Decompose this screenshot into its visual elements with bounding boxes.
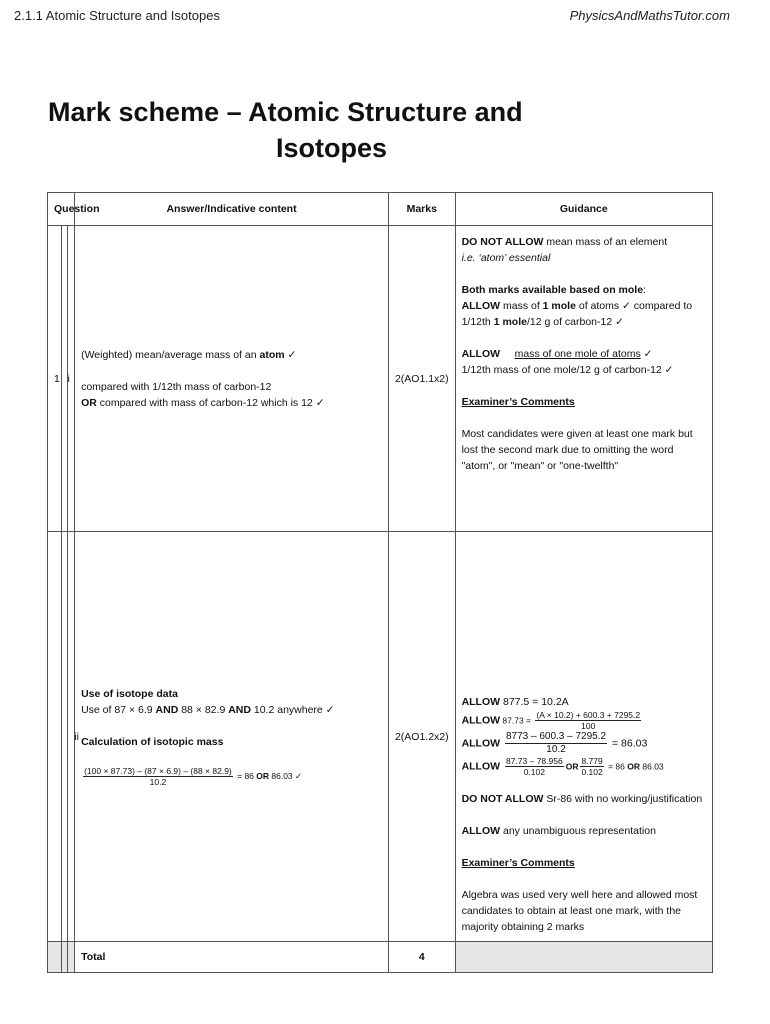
guidance-paragraph — [462, 791, 706, 807]
fraction-denominator: 0.102 — [523, 767, 545, 777]
fraction-numerator: 8773 – 600.3 – 7295.2 — [505, 731, 607, 742]
guidance-text: = 86.03 — [609, 737, 648, 750]
answer-keyword: AND — [155, 704, 179, 716]
question-number — [48, 532, 62, 942]
header-question: Question — [48, 193, 75, 226]
fraction-numerator: (100 × 87.73) – (87 × 6.9) – (88 × 82.9) — [84, 766, 232, 776]
guidance-keyword: ALLOW — [461, 825, 501, 837]
guidance-text: compared to 1/12th — [461, 300, 693, 328]
answer-keyword: AND — [228, 704, 251, 716]
guidance-keyword: 1 mole — [493, 316, 527, 328]
answer-line — [81, 702, 382, 718]
guidance-heading: Examiner’s Comments — [461, 857, 575, 869]
guidance-heading: Examiner’s Comments — [461, 396, 575, 408]
fraction-numerator: 8.779 — [581, 756, 603, 766]
header-marks: Marks — [388, 193, 455, 226]
answer-text: 10.2 anywhere ✓ — [250, 704, 335, 716]
examiner-comments-heading — [462, 394, 706, 410]
total-filler — [61, 942, 68, 973]
guidance-keyword: ALLOW — [461, 348, 501, 360]
guidance-text: : — [643, 284, 646, 296]
guidance-text: 1/12th mass of one mole/12 g of carbon-12 ✓ — [461, 364, 674, 376]
guidance-keyword: ALLOW — [461, 714, 501, 727]
answer-text: (Weighted) mean/average mass of an — [81, 348, 260, 361]
guidance-underlined: mass of one mole of atoms — [514, 348, 641, 360]
guidance-fraction — [505, 731, 607, 756]
guidance-keyword: ALLOW — [461, 737, 501, 750]
fraction-denominator: 10.2 — [546, 744, 566, 755]
guidance-text: of atoms ✓ — [575, 300, 631, 312]
question-part: i — [61, 226, 68, 532]
marks-cell-1ii: 2(AO1.2x2) — [388, 532, 455, 942]
guidance-note: i.e. ‘atom’ essential — [461, 252, 551, 264]
guidance-keyword: ALLOW — [461, 300, 501, 312]
table-total-row — [48, 942, 713, 973]
guidance-paragraph — [462, 823, 706, 839]
total-filler — [48, 942, 62, 973]
table-row-1i — [48, 226, 713, 532]
answer-heading: Calculation of isotopic mass — [81, 736, 224, 748]
examiner-comments-heading — [462, 855, 706, 871]
guidance-keyword: 1 mole — [542, 300, 576, 312]
tick-mark: ✓ — [640, 348, 653, 360]
guidance-paragraph — [462, 694, 706, 777]
total-label: Total — [75, 942, 389, 973]
guidance-text: Sr-86 with no working/justification — [543, 793, 703, 805]
guidance-paragraph — [462, 234, 706, 266]
answer-cell-1ii — [75, 532, 389, 942]
calculation-text: = 86 — [234, 770, 257, 781]
fraction-numerator: 87.73 – 78.956 — [505, 756, 563, 766]
answer-keyword: OR — [256, 770, 270, 781]
fraction-denominator: 0.102 — [581, 767, 603, 777]
guidance-keyword: OR — [565, 761, 579, 772]
answer-text: Use of 87 × 6.9 — [81, 704, 156, 716]
question-part — [61, 532, 68, 942]
fraction-numerator: (A × 10.2) + 600.3 + 7295.2 — [536, 710, 641, 720]
guidance-text: 877.5 = 10.2A — [500, 696, 569, 708]
guidance-keyword: ALLOW — [461, 696, 501, 708]
running-header-title: 2.1.1 Atomic Structure and Isotopes — [14, 8, 220, 23]
page-title-line-2: Isotopes — [276, 133, 388, 163]
answer-line: compared with 1/12th mass of carbon-12 — [81, 380, 272, 393]
total-filler — [455, 942, 712, 973]
guidance-fraction — [580, 756, 603, 777]
calculation-fraction — [83, 766, 233, 787]
guidance-fraction — [535, 710, 641, 731]
guidance-paragraph — [462, 346, 706, 378]
guidance-keyword: DO NOT ALLOW — [461, 793, 544, 805]
guidance-cell-1i — [455, 226, 712, 532]
total-filler — [68, 942, 75, 973]
header-answer: Answer/Indicative content — [75, 193, 389, 226]
examiner-comments-text: Algebra was used very well here and allowed most candidates to obtain at least one mark, with the majority obtaining 2 marks — [461, 889, 698, 933]
answer-line — [81, 347, 382, 363]
question-number: 1 — [48, 226, 62, 532]
answer-heading: Use of isotope data — [81, 688, 178, 700]
guidance-text: 86.03 — [640, 761, 664, 772]
calculation-line — [81, 766, 382, 787]
guidance-keyword: ALLOW — [461, 760, 501, 773]
guidance-text: 87.73 = — [500, 715, 534, 726]
answer-keyword: OR — [81, 396, 97, 409]
table-row-1ii — [48, 532, 713, 942]
guidance-heading: Both marks available based on mole — [461, 284, 644, 296]
examiner-comments-text: Most candidates were given at least one mark but lost the second mark due to omitting the word "atom", or "mean" or "one-twelfth" — [461, 428, 693, 472]
calculation-text: 86.03 ✓ — [269, 770, 303, 781]
tick-mark: ✓ — [284, 348, 297, 361]
answer-text: compared with mass of carbon-12 which is 12 ✓ — [96, 396, 325, 409]
guidance-text: mean mass of an element — [543, 236, 668, 248]
answer-line — [81, 395, 382, 411]
guidance-text: mass of — [500, 300, 543, 312]
answer-keyword: atom — [259, 348, 285, 361]
guidance-text: /12 g of carbon-12 ✓ — [526, 316, 624, 328]
mark-scheme-table — [47, 192, 713, 973]
total-marks: 4 — [388, 942, 455, 973]
answer-cell-1i — [75, 226, 389, 532]
answer-text: 88 × 82.9 — [178, 704, 229, 716]
page-title-line-1: Mark scheme – Atomic Structure and — [48, 97, 523, 127]
fraction-denominator: 10.2 — [149, 777, 167, 787]
guidance-fraction — [505, 756, 564, 777]
header-guidance: Guidance — [455, 193, 712, 226]
guidance-text: any unambiguous representation — [500, 825, 656, 837]
guidance-keyword: DO NOT ALLOW — [461, 236, 544, 248]
guidance-text: = 86 — [605, 761, 628, 772]
page-title — [48, 94, 628, 166]
question-subpart: ii — [68, 532, 75, 942]
guidance-keyword: OR — [627, 761, 641, 772]
guidance-cell-1ii — [455, 532, 712, 942]
marks-cell-1i: 2(AO1.1x2) — [388, 226, 455, 532]
running-header-site: PhysicsAndMathsTutor.com — [569, 8, 730, 23]
guidance-paragraph — [462, 282, 706, 330]
table-header-row — [48, 193, 713, 226]
fraction-denominator: 100 — [581, 721, 596, 731]
